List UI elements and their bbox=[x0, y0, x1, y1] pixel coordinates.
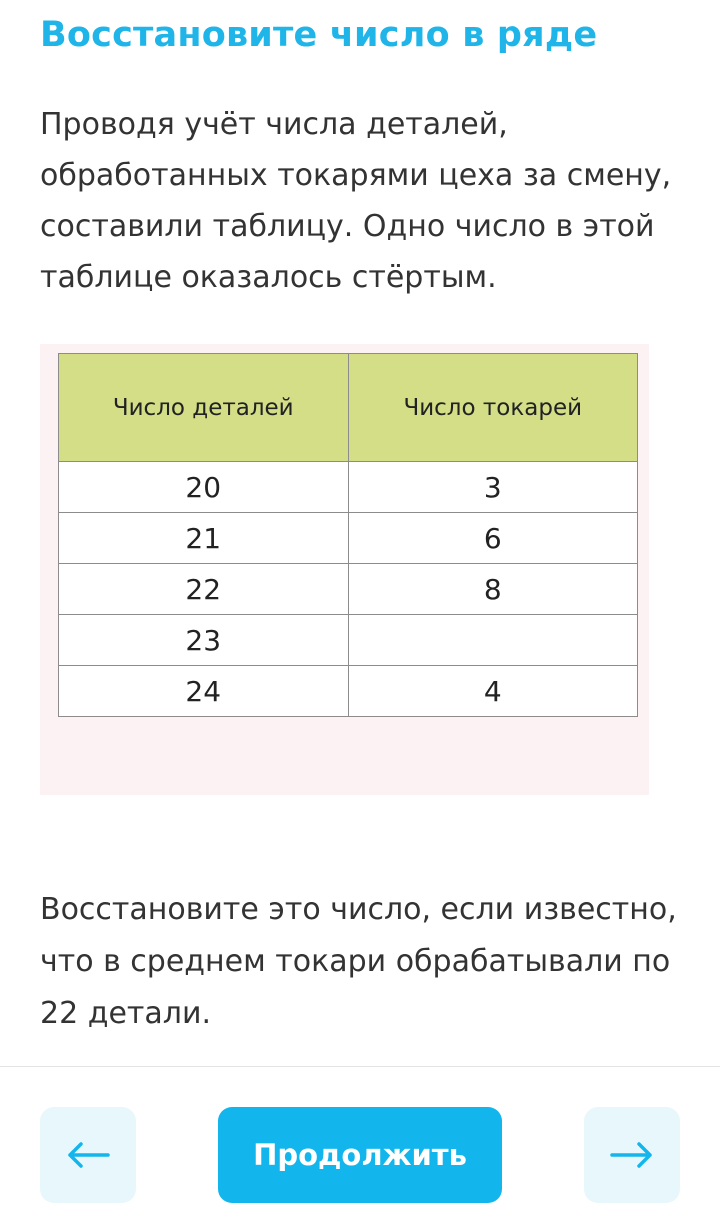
table-cell-turners: 8 bbox=[348, 564, 638, 615]
table-row bbox=[59, 462, 638, 513]
problem-question-text: Восстановите это число, если известно, что в среднем токари обрабатывали по 22 детали. bbox=[40, 892, 677, 1031]
table-header-row bbox=[59, 354, 638, 462]
problem-intro-text: Проводя учёт числа деталей, обработанных токарями цеха за смену, составили таблицу. Одно число в этой таблице оказалось стёртым. bbox=[40, 107, 672, 295]
table-cell-details: 20 bbox=[59, 462, 349, 513]
arrow-left-icon bbox=[66, 1140, 110, 1170]
table-row bbox=[59, 666, 638, 717]
table-row bbox=[59, 615, 638, 666]
table-cell-details: 24 bbox=[59, 666, 349, 717]
table-cell-details: 23 bbox=[59, 615, 349, 666]
page-title: Восстановите число в ряде bbox=[40, 15, 598, 55]
arrow-right-icon bbox=[610, 1140, 654, 1170]
next-button[interactable] bbox=[584, 1107, 680, 1203]
continue-button[interactable]: Продолжить bbox=[218, 1107, 502, 1203]
table-cell-turners-missing bbox=[348, 615, 638, 666]
column-header-turners: Число токарей bbox=[348, 354, 638, 462]
footer-divider bbox=[0, 1066, 720, 1067]
table-cell-turners: 4 bbox=[348, 666, 638, 717]
table-cell-turners: 3 bbox=[348, 462, 638, 513]
table-row bbox=[59, 513, 638, 564]
table-cell-turners: 6 bbox=[348, 513, 638, 564]
data-table bbox=[58, 353, 638, 717]
column-header-details: Число деталей bbox=[59, 354, 349, 462]
table-row bbox=[59, 564, 638, 615]
table-cell-details: 21 bbox=[59, 513, 349, 564]
table-cell-details: 22 bbox=[59, 564, 349, 615]
back-button[interactable] bbox=[40, 1107, 136, 1203]
table-panel bbox=[40, 344, 649, 795]
